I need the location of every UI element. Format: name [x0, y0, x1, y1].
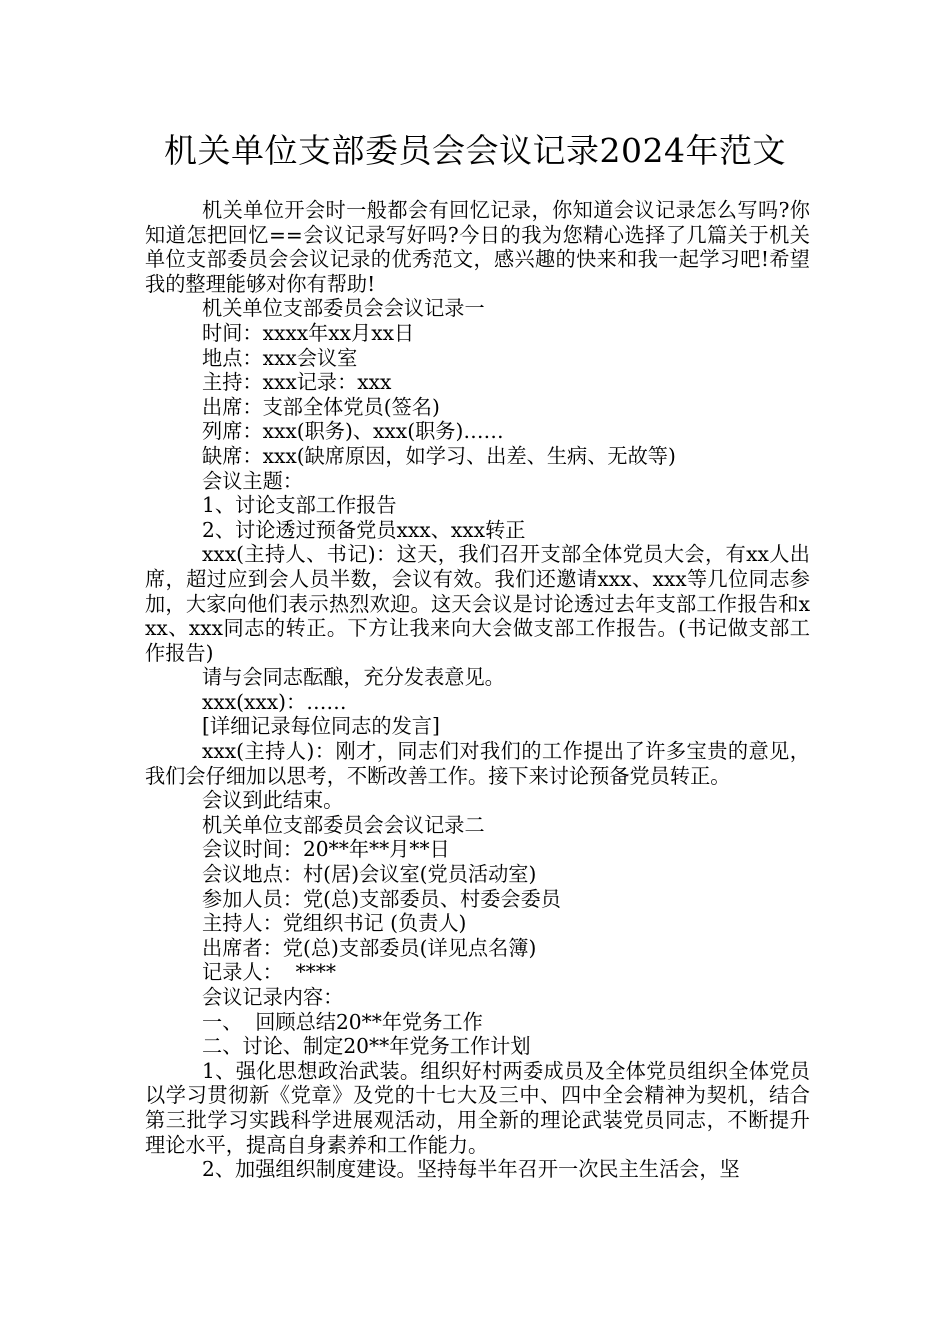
meeting-topics-label: 会议主题： [202, 468, 303, 493]
content-paragraph: 1、强化思想政治武装。组织好村两委成员及全体党员组织全体党员以学习贯彻新《党章》及党的十七大及三中、四中全会精神为契机，结合第三批学习实践科学进展观活动，用全新的理论武装党员同志，不断提升理论水平，提高自身素养和工作能力。 [145, 1058, 810, 1157]
meeting-location: 地点：xxx会议室 [202, 345, 358, 370]
meeting-recorder: 记录人： **** [202, 960, 336, 985]
meeting-time: 会议时间：20**年**月**日 [202, 837, 450, 862]
section-heading-record-two: 机关单位支部委员会会议记录二 [202, 812, 485, 837]
meeting-content-label: 会议记录内容： [202, 985, 344, 1009]
content-item: 一、 回顾总结20**年党务工作 [202, 1009, 483, 1034]
topic-item: 2、讨论透过预备党员xxx、xxx转正 [202, 517, 526, 542]
host-closing-paragraph: xxx(主持人)：刚才，同志们对我们的工作提出了许多宝贵的意见，我们会仔细加以思考，不断改善工作。接下来讨论预备党员转正。 [145, 739, 810, 788]
meeting-host: 主持人：党组织书记 (负责人) [202, 911, 467, 936]
meeting-attendees: 出席：支部全体党员(签名) [202, 394, 440, 419]
document-body [145, 198, 810, 1182]
content-item: 二、讨论、制定20**年党务工作计划 [202, 1034, 531, 1059]
content-paragraph: 2、加强组织制度建设。坚持每半年召开一次民主生活会，坚 [202, 1157, 740, 1182]
paragraph-intro: 机关单位开会时一般都会有回忆记录，你知道会议记录怎么写吗?你知道怎把回忆==会议记录写好吗?今日的我为您精心选择了几篇关于机关单位支部委员会会议记录的优秀范文，感兴趣的快来和我一起学习吧!希望我的整理能够对你有帮助! [145, 198, 810, 296]
paragraph: xxx(xxx)：…… [202, 689, 347, 714]
paragraph: 请与会同志酝酿，充分发表意见。 [202, 665, 505, 690]
paragraph: [详细记录每位同志的发言] [202, 714, 440, 739]
meeting-time: 时间：xxxx年xx月xx日 [202, 320, 415, 345]
meeting-attendees: 出席者：党(总)支部委员(详见点名簿) [202, 935, 537, 960]
meeting-participants: 参加人员：党(总)支部委员、村委会委员 [202, 886, 561, 911]
meeting-absentees: 缺席：xxx(缺席原因，如学习、出差、生病、无故等) [202, 443, 676, 468]
paragraph: 会议到此结束。 [202, 788, 344, 813]
meeting-host-recorder: 主持：xxx记录：xxx [202, 370, 392, 395]
document-title: 机关单位支部委员会会议记录2024年范文 [164, 131, 786, 170]
host-speech-paragraph: xxx(主持人、书记)：这天，我们召开支部全体党员大会，有xx人出席，超过应到会人员半数，会议有效。我们还邀请xxx、xxx等几位同志参加，大家向他们表示热烈欢迎。这天会议是讨论透过去年支部工作报告和xxx、xxx同志的转正。下方让我来向大会做支部工作报告。(书记做支部工作报告) [145, 542, 810, 665]
section-heading-record-one: 机关单位支部委员会会议记录一 [202, 296, 485, 321]
meeting-location: 会议地点：村(居)会议室(党员活动室) [202, 862, 537, 887]
topic-item: 1、讨论支部工作报告 [202, 493, 397, 518]
meeting-observers: 列席：xxx(职务)、xxx(职务)…… [202, 419, 504, 444]
